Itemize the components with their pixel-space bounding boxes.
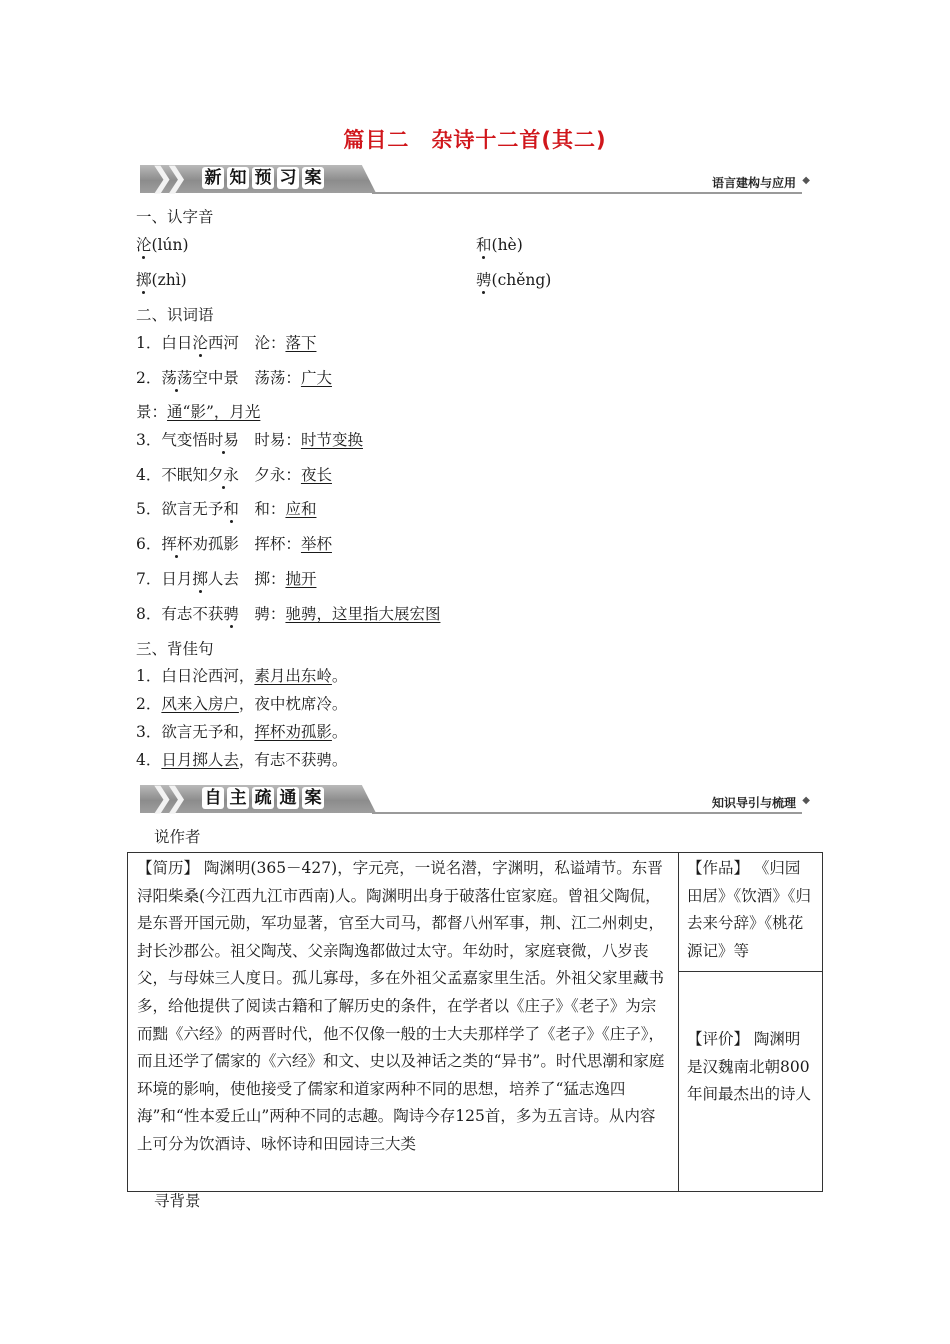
answer: 时节变换 [300, 431, 363, 449]
banner-title [202, 787, 324, 811]
answer: 素月出东岭 [254, 667, 332, 685]
page-title: 篇目二 杂诗十二首(其二) [343, 128, 607, 152]
pronunciation-item [476, 234, 523, 256]
pinyin: (lún) [151, 236, 189, 254]
target-char: 和 [476, 236, 492, 254]
banner-char: 预 [252, 167, 274, 189]
author-works: 【作品】 《归园田居》《饮酒》《归去来兮辞》《桃花源记》等 [679, 853, 823, 972]
vocab-item: 6．挥杯劝孤影 挥杯：举杯 [136, 535, 332, 553]
verse-item: 4．日月掷人去，有志不获骋。 [136, 751, 348, 769]
banner-rule [372, 812, 802, 814]
double-chevron-icon: ❯❯ [150, 161, 179, 194]
pronunciation-item [136, 234, 189, 256]
banner-title [202, 167, 324, 191]
section-banner-preview [140, 163, 810, 195]
subsection-heading: 说作者 [154, 828, 201, 846]
answer: 广大 [300, 369, 332, 387]
banner-subtitle: 知识导引与梳理 [711, 796, 796, 810]
diamond-icon: ◆ [802, 795, 810, 806]
target-char: 骋 [476, 271, 492, 289]
section-heading: 三、背佳句 [136, 640, 214, 658]
section-banner-study [140, 783, 810, 815]
answer: 举杯 [300, 535, 332, 553]
vocab-item: 4．不眠知夕永 夕永：夜长 [136, 466, 332, 484]
vocab-item: 8．有志不获骋 骋：驰骋，这里指大展宏图 [136, 605, 441, 623]
diamond-icon: ◆ [802, 175, 810, 186]
banner-char: 新 [202, 167, 224, 189]
answer: 夜长 [300, 466, 332, 484]
verse-item: 1．白日沦西河，素月出东岭。 [136, 667, 348, 685]
banner-subtitle: 语言建构与应用 [711, 176, 796, 190]
pronunciation-item [476, 269, 551, 291]
vocab-item: 5．欲言无予和 和：应和 [136, 500, 317, 518]
verse-item: 3．欲言无予和，挥杯劝孤影。 [136, 723, 348, 741]
vocab-item: 1．白日沦西河 沦：落下 [136, 334, 317, 352]
answer: 驰骋，这里指大展宏图 [285, 605, 441, 623]
pronunciation-item [136, 269, 187, 291]
answer: 日月掷人去 [161, 751, 239, 769]
verse-item: 2．风来入房户，夜中枕席冷。 [136, 695, 348, 713]
answer: 挥杯劝孤影 [254, 723, 332, 741]
section-heading: 二、识词语 [136, 306, 214, 324]
answer: 通“影”，月光 [167, 403, 261, 421]
vocab-item: 景：通“影”，月光 [136, 403, 261, 421]
subsection-heading: 寻背景 [154, 1192, 201, 1210]
vocab-item: 7．日月掷人去 掷：抛开 [136, 570, 317, 588]
banner-char: 主 [227, 787, 249, 809]
author-bio: 【简历】 陶渊明(365－427)，字元亮，一说名潜，字渊明，私谥靖节。东晋浔阳柴桑(今江西九江市西南)人。陶渊明出身于破落仕宦家庭。曾祖父陶侃，是东晋开国元勋，军功显著，官至大司马，都督八州军事，荆、江二州刺史，封长沙郡公。祖父陶茂、父亲陶逸都做过太守。年幼时，家庭衰微，八岁丧父，与母妹三人度日。孤儿寡母，多在外祖父孟嘉家里生活。外祖父家里藏书多，给他提供了阅读古籍和了解历史的条件，在学者以《庄子》《老子》为宗而黜《六经》的两晋时代，他不仅像一般的士大夫那样学了《老子》《庄子》，而且还学了儒家的《六经》和文、史以及神话之类的“异书”。时代思潮和家庭环境的影响，使他接受了儒家和道家两种不同的思想，培养了“猛志逸四海”和“性本爱丘山”两种不同的志趣。陶诗今存125首，多为五言诗。从内容上可分为饮酒诗、咏怀诗和田园诗三大类 [128, 853, 679, 1192]
banner-rule [372, 192, 802, 194]
pinyin: (hè) [491, 236, 523, 254]
vocab-item: 2．荡荡空中景 荡荡：广大 [136, 369, 332, 387]
author-table [127, 852, 823, 1192]
pinyin: (chěng) [491, 271, 552, 289]
vocab-item: 3．气变悟时易 时易：时节变换 [136, 431, 363, 449]
banner-char: 知 [227, 167, 249, 189]
answer: 落下 [285, 334, 317, 352]
banner-char: 自 [202, 787, 224, 809]
banner-char: 习 [277, 167, 299, 189]
banner-char: 疏 [252, 787, 274, 809]
target-char: 掷 [136, 271, 152, 289]
section-heading: 一、认字音 [136, 208, 214, 226]
double-chevron-icon: ❯❯ [150, 781, 179, 814]
answer: 抛开 [285, 570, 317, 588]
banner-char: 案 [302, 167, 324, 189]
pinyin: (zhì) [151, 271, 187, 289]
answer: 应和 [285, 500, 317, 518]
author-evaluation: 【评价】 陶渊明是汉魏南北朝800年间最杰出的诗人 [679, 972, 823, 1192]
target-char: 沦 [136, 236, 152, 254]
banner-char: 案 [302, 787, 324, 809]
banner-char: 通 [277, 787, 299, 809]
answer: 风来入房户 [161, 695, 239, 713]
